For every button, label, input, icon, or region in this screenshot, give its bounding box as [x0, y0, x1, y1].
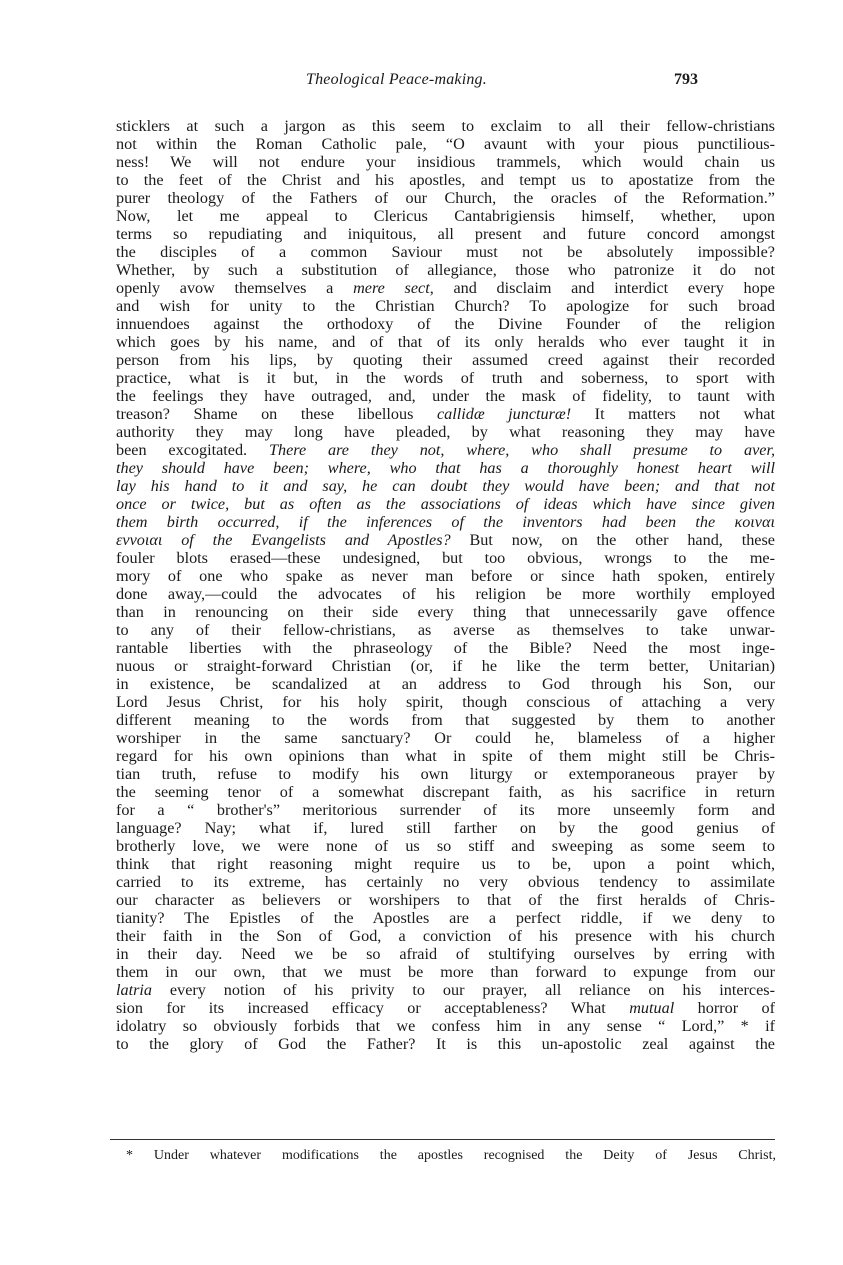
text-line: carried to its extreme, has certainly no very obvious tendency to assimilate: [116, 873, 775, 891]
text-line: our character as believers or worshipers to that of the first heralds of Chris-: [116, 891, 775, 909]
text-line: think that right reasoning might require us to be, upon a point which,: [116, 855, 775, 873]
text-line: the seeming tenor of a somewhat discrepant faith, as his sacrifice in return: [116, 783, 775, 801]
text-line: not within the Roman Catholic pale, “O avaunt with your pious punctilious-: [116, 135, 775, 153]
text-line: latria every notion of his privity to our prayer, all reliance on his interces-: [116, 981, 775, 999]
text-line: than in renouncing on their side every thing that unnecessarily gave offence: [116, 603, 775, 621]
text-line: once or twice, but as often as the associations of ideas which have since given: [116, 495, 775, 513]
text-line: been excogitated. There are they not, where, who shall presume to aver,: [116, 441, 775, 459]
text-line: to the feet of the Christ and his apostles, and tempt us to apostatize from the: [116, 171, 775, 189]
text-line: openly avow themselves a mere sect, and disclaim and interdict every hope: [116, 279, 775, 297]
text-line: which goes by his name, and of that of its only heralds who ever taught it in: [116, 333, 775, 351]
text-line: person from his lips, by quoting their assumed creed against their recorded: [116, 351, 775, 369]
text-line: to the glory of God the Father? It is this un-apostolic zeal against the: [116, 1035, 775, 1053]
text-line: the feelings they have outraged, and, under the mask of fidelity, to taunt with: [116, 387, 775, 405]
text-line: purer theology of the Fathers of our Church, the oracles of the Reformation.”: [116, 189, 775, 207]
text-line: sion for its increased efficacy or acceptableness? What mutual horror of: [116, 999, 776, 1017]
text-line: Lord Jesus Christ, for his holy spirit, though conscious of attaching a very: [116, 693, 775, 711]
running-head: [116, 71, 698, 93]
text-line: language? Nay; what if, lured still farther on by the good genius of: [116, 819, 775, 837]
text-line: authority they may long have pleaded, by what reasoning they may have: [116, 423, 775, 441]
text-line: for a “ brother's” meritorious surrender of its more unseemly form and: [116, 801, 775, 819]
text-line: practice, what is it but, in the words of truth and soberness, to sport with: [116, 369, 775, 387]
text-line: regard for his own opinions than what in spite of them might still be Chris-: [116, 747, 775, 765]
text-line: lay his hand to it and say, he can doubt they would have been; and that not: [116, 477, 775, 495]
text-line: to any of their fellow-christians, as averse as themselves to take unwar-: [116, 621, 775, 639]
text-line: tian truth, refuse to modify his own liturgy or extemporaneous prayer by: [116, 765, 775, 783]
footnote: * Under whatever modifications the apostles recognised the Deity of Jesus Christ,: [126, 1148, 776, 1163]
body-text: [116, 117, 775, 1053]
text-line: Whether, by such a substitution of allegiance, those who patronize it do not: [116, 261, 775, 279]
text-line: them in our own, that we must be more than forward to expunge from our: [116, 963, 775, 981]
text-line: nuous or straight-forward Christian (or, if he like the term better, Unitarian): [116, 657, 775, 675]
text-line: Now, let me appeal to Clericus Cantabrigiensis himself, whether, upon: [116, 207, 775, 225]
footnote-rule: [110, 1139, 775, 1140]
text-line: mory of one who spake as never man before or since hath spoken, entirely: [116, 567, 775, 585]
text-line: brotherly love, we were none of us so stiff and sweeping as some seem to: [116, 837, 775, 855]
text-line: sticklers at such a jargon as this seem to exclaim to all their fellow-christians: [116, 117, 775, 135]
text-line: terms so repudiating and iniquitous, all present and future concord amongst: [116, 225, 775, 243]
text-line: treason? Shame on these libellous callidæ juncturæ! It matters not what: [116, 405, 776, 423]
text-line: done away,—could the advocates of his religion be more worthily employed: [116, 585, 775, 603]
text-line: ness! We will not endure your insidious trammels, which would chain us: [116, 153, 775, 171]
text-line: innuendoes against the orthodoxy of the Divine Founder of the religion: [116, 315, 775, 333]
running-title: Theological Peace-making.: [306, 71, 487, 88]
text-line: in existence, be scandalized at an address to God through his Son, our: [116, 675, 775, 693]
text-line: and wish for unity to the Christian Church? To apologize for such broad: [116, 297, 775, 315]
text-line: they should have been; where, who that has a thoroughly honest heart will: [116, 459, 775, 477]
text-line: tianity? The Epistles of the Apostles are a perfect riddle, if we deny to: [116, 909, 775, 927]
text-line: rantable liberties with the phraseology of the Bible? Need the most inge-: [116, 639, 775, 657]
text-line: their faith in the Son of God, a conviction of his presence with his church: [116, 927, 775, 945]
text-line: them birth occurred, if the inferences of the inventors had been the κοιναι: [116, 513, 775, 531]
text-line: idolatry so obviously forbids that we confess him in any sense “ Lord,” * if: [116, 1017, 775, 1035]
text-line: different meaning to the words from that suggested by them to another: [116, 711, 775, 729]
text-line: fouler blots erased—these undesigned, but too obvious, wrongs to the me-: [116, 549, 775, 567]
page-number: 793: [674, 71, 698, 88]
text-line: εννοιαι of the Evangelists and Apostles? But now, on the other hand, these: [116, 531, 775, 549]
text-line: the disciples of a common Saviour must not be absolutely impossible?: [116, 243, 775, 261]
text-line: in their day. Need we be so afraid of stultifying ourselves by erring with: [116, 945, 775, 963]
text-line: worshiper in the same sanctuary? Or could he, blameless of a higher: [116, 729, 775, 747]
